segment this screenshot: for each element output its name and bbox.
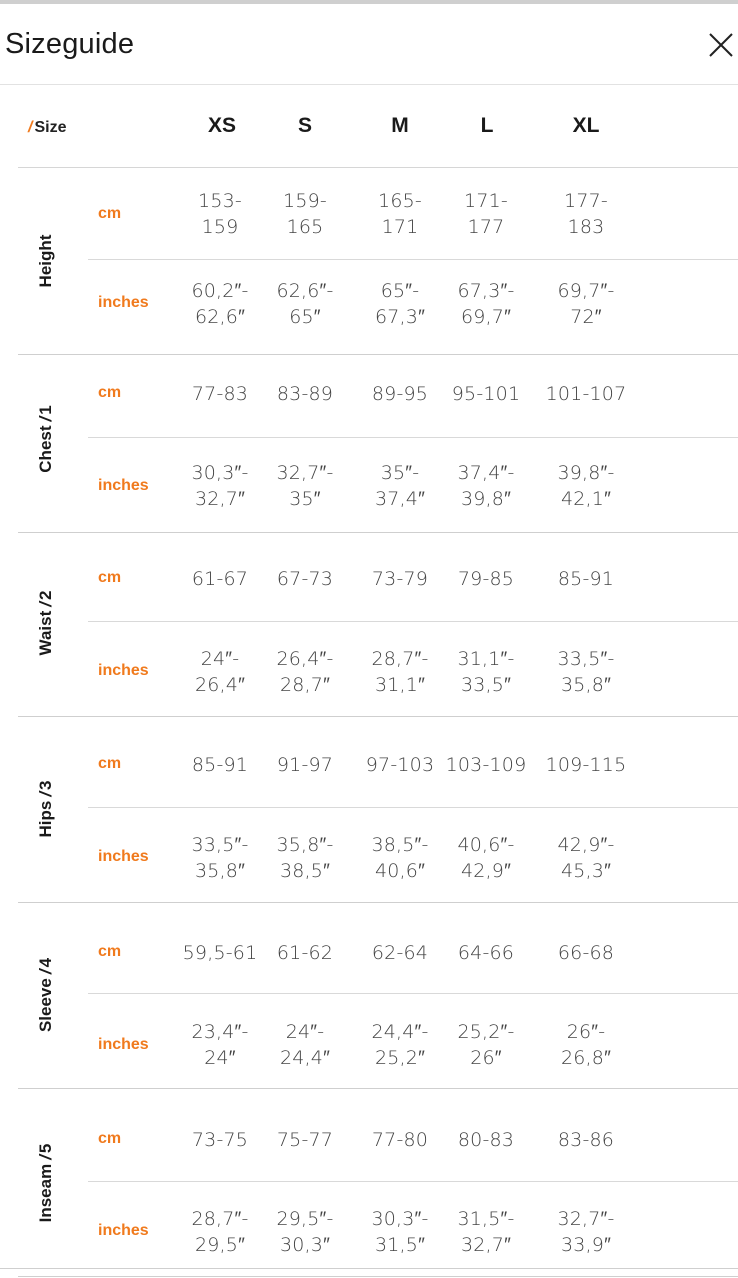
cell-inches: 38,5″- 40,6″ xyxy=(371,834,429,882)
cell-cm: 103-109 xyxy=(445,754,527,776)
unit-label-inches: inches xyxy=(98,1222,149,1239)
cell-inches: 24″- 26,4″ xyxy=(194,648,246,696)
cell-cm: 75-77 xyxy=(276,1129,334,1151)
cell-inches: 24,4″- 25,2″ xyxy=(371,1021,429,1069)
unit-label-inches: inches xyxy=(98,1036,149,1053)
cell-inches: 31,1″- 33,5″ xyxy=(457,648,515,696)
cell-inches: 31,5″- 32,7″ xyxy=(457,1208,515,1256)
cell-inches: 32,7″- 35″ xyxy=(276,462,334,510)
cell-inches: 33,5″- 35,8″ xyxy=(557,648,615,696)
cell-inches: 62,6″- 65″ xyxy=(276,280,334,328)
dialog-header xyxy=(0,4,738,85)
unit-label-cm: cm xyxy=(98,569,122,586)
size-l: L xyxy=(480,114,494,137)
sub-row-divider xyxy=(88,807,738,808)
unit-label-inches: inches xyxy=(98,294,149,311)
cell-inches: 40,6″- 42,9″ xyxy=(457,834,515,882)
cell-cm: 77-83 xyxy=(191,383,249,405)
cell-inches: 30,3″- 31,5″ xyxy=(371,1208,429,1256)
cell-inches: 35,8″- 38,5″ xyxy=(276,834,334,882)
cell-inches: 39,8″- 42,1″ xyxy=(557,462,615,510)
section-inseam xyxy=(18,1090,738,1277)
unit-label-inches: inches xyxy=(98,848,149,865)
cell-cm: 73-79 xyxy=(371,568,429,590)
cell-inches: 67,3″- 69,7″ xyxy=(457,280,515,328)
unit-label-inches: inches xyxy=(98,662,149,679)
cell-cm: 77-80 xyxy=(371,1129,429,1151)
cell-inches: 32,7″- 33,9″ xyxy=(557,1208,615,1256)
section-waist xyxy=(18,530,738,717)
cell-cm: 171- 177 xyxy=(464,190,508,238)
cell-cm: 85-91 xyxy=(557,568,615,590)
row-label-number: 4 xyxy=(36,957,55,968)
row-label-number: 5 xyxy=(36,1143,55,1154)
row-label-name: Height xyxy=(36,234,55,288)
unit-label-cm: cm xyxy=(98,205,122,222)
cell-cm: 159- 165 xyxy=(283,190,327,238)
cell-cm: 165- 171 xyxy=(378,190,422,238)
section-sleeve xyxy=(18,902,738,1089)
sub-row-divider xyxy=(88,621,738,622)
row-label-name: Hips xyxy=(36,800,55,838)
unit-label-cm: cm xyxy=(98,384,122,401)
row-label-slash: / xyxy=(36,1155,55,1160)
cell-cm: 83-89 xyxy=(276,383,334,405)
size-label-slash: / xyxy=(28,119,33,136)
cell-cm: 67-73 xyxy=(276,568,334,590)
cell-inches: 33,5″- 35,8″ xyxy=(191,834,249,882)
cell-cm: 66-68 xyxy=(557,942,615,964)
size-s: S xyxy=(297,114,312,137)
size-label-text: Size xyxy=(34,119,67,136)
cell-cm: 95-101 xyxy=(451,383,521,405)
row-label-name: Waist xyxy=(36,610,55,656)
cell-cm: 177- 183 xyxy=(564,190,608,238)
cell-cm: 62-64 xyxy=(371,942,429,964)
cell-inches: 42,9″- 45,3″ xyxy=(557,834,615,882)
cell-inches: 26″- 26,8″ xyxy=(560,1021,612,1069)
size-m: M xyxy=(391,114,409,137)
cell-cm: 89-95 xyxy=(371,383,429,405)
row-label-name: Inseam xyxy=(36,1163,55,1223)
section-chest xyxy=(18,346,738,533)
cell-inches: 24″- 24,4″ xyxy=(279,1021,331,1069)
unit-label-inches: inches xyxy=(98,477,149,494)
section-height xyxy=(18,168,738,355)
size-header-row xyxy=(18,86,738,168)
cell-cm: 61-67 xyxy=(191,568,249,590)
cell-cm: 109-115 xyxy=(545,754,627,776)
unit-label-cm: cm xyxy=(98,943,122,960)
cell-inches: 25,2″- 26″ xyxy=(457,1021,515,1069)
cell-inches: 23,4″- 24″ xyxy=(191,1021,249,1069)
cell-inches: 69,7″- 72″ xyxy=(557,280,615,328)
cell-inches: 28,7″- 31,1″ xyxy=(371,648,429,696)
row-label-name: Chest xyxy=(36,425,55,473)
cell-cm: 80-83 xyxy=(457,1129,515,1151)
cell-inches: 28,7″- 29,5″ xyxy=(191,1208,249,1256)
unit-label-cm: cm xyxy=(98,755,122,772)
cell-cm: 91-97 xyxy=(276,754,334,776)
row-label-name: Sleeve xyxy=(36,978,55,1033)
cell-inches: 35″- 37,4″ xyxy=(374,462,426,510)
sub-row-divider xyxy=(88,993,738,994)
row-label-slash: / xyxy=(36,791,55,797)
row-label-number: 2 xyxy=(36,590,55,601)
cell-cm: 83-86 xyxy=(557,1129,615,1151)
row-label-text xyxy=(36,591,56,656)
sub-row-divider xyxy=(88,437,738,438)
cell-cm: 64-66 xyxy=(457,942,515,964)
row-label-slash: / xyxy=(36,969,55,975)
cell-inches: 37,4″- 39,8″ xyxy=(457,462,515,510)
cell-inches: 60,2″- 62,6″ xyxy=(191,280,249,328)
bottom-divider xyxy=(0,1268,738,1269)
cell-cm: 73-75 xyxy=(191,1129,249,1151)
unit-label-cm: cm xyxy=(98,1130,122,1147)
cell-cm: 61-62 xyxy=(276,942,334,964)
cell-inches: 29,5″- 30,3″ xyxy=(276,1208,334,1256)
row-label-text xyxy=(36,1144,56,1223)
dialog-title: Sizeguide xyxy=(5,28,135,60)
cell-inches: 30,3″- 32,7″ xyxy=(191,462,249,510)
cell-cm: 101-107 xyxy=(545,383,627,405)
row-label-number: 3 xyxy=(36,780,55,790)
close-button[interactable] xyxy=(706,30,738,64)
row-label-text xyxy=(36,235,56,288)
cell-cm: 79-85 xyxy=(457,568,515,590)
sub-row-divider xyxy=(88,259,738,260)
cell-cm: 97-103 xyxy=(365,754,435,776)
close-icon xyxy=(706,30,736,60)
cell-cm: 85-91 xyxy=(191,754,249,776)
row-label-text xyxy=(36,958,56,1032)
cell-inches: 26,4″- 28,7″ xyxy=(276,648,334,696)
row-label-text xyxy=(36,780,56,837)
section-hips xyxy=(18,716,738,903)
cell-cm: 59,5-61 xyxy=(182,942,258,964)
size-xl: XL xyxy=(572,114,600,137)
row-label-number: 1 xyxy=(36,405,55,415)
cell-cm: 153- 159 xyxy=(198,190,242,238)
size-xs: XS xyxy=(207,114,236,137)
cell-inches: 65″- 67,3″ xyxy=(374,280,426,328)
row-label-slash: / xyxy=(36,416,55,422)
sub-row-divider xyxy=(88,1181,738,1182)
row-label-text xyxy=(36,405,56,472)
size-column-label xyxy=(28,119,66,137)
row-label-slash: / xyxy=(36,602,55,607)
